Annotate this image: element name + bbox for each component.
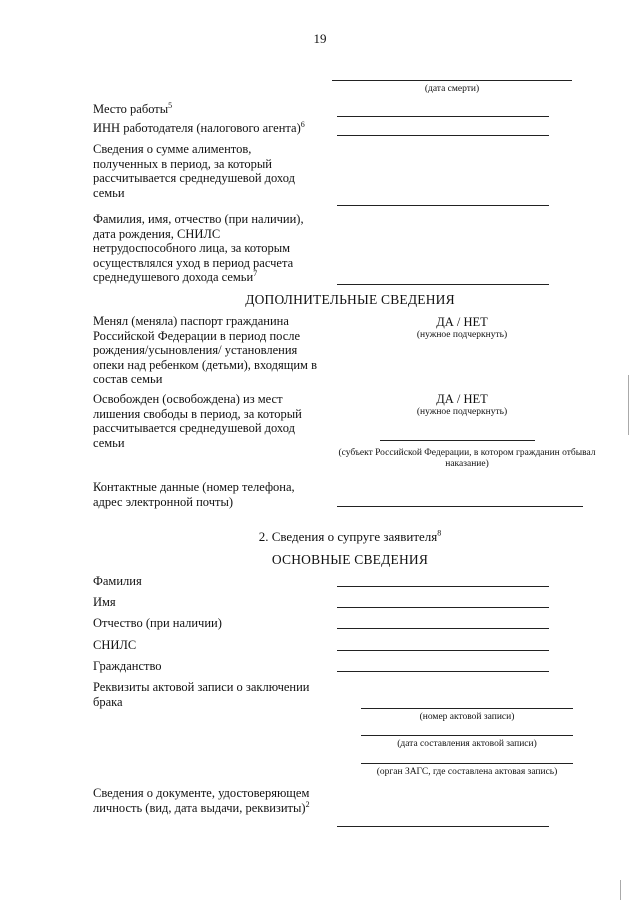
prison-underline-hint: (нужное подчеркнуть) bbox=[416, 407, 508, 417]
name-line[interactable] bbox=[337, 607, 549, 608]
page-number: 19 bbox=[313, 31, 327, 46]
region-line[interactable] bbox=[380, 440, 535, 441]
record-date-line[interactable] bbox=[361, 735, 573, 736]
passport-change-label: Менял (меняла) паспорт гражданина Российской Федерации в период после рождения/усыновления/ установления опеки над ребенком (детьми), входящим в состав семьи bbox=[93, 314, 317, 387]
surname-label: Фамилия bbox=[93, 574, 142, 588]
passport-yes-no[interactable]: ДА / НЕТ bbox=[436, 315, 488, 329]
record-number-line[interactable] bbox=[361, 708, 573, 709]
employer-inn-line[interactable] bbox=[337, 135, 549, 136]
record-number-caption: (номер актовой записи) bbox=[419, 712, 515, 722]
patronymic-line[interactable] bbox=[337, 628, 549, 629]
additional-header: ДОПОЛНИТЕЛЬНЫЕ СВЕДЕНИЯ bbox=[245, 292, 455, 307]
passport-underline-hint: (нужное подчеркнуть) bbox=[416, 330, 508, 340]
contacts-line[interactable] bbox=[337, 506, 583, 507]
registry-caption: (орган ЗАГС, где составлена актовая запись) bbox=[376, 767, 558, 777]
prison-yes-no[interactable]: ДА / НЕТ bbox=[436, 392, 488, 406]
snils-line[interactable] bbox=[337, 650, 549, 651]
citizenship-line[interactable] bbox=[337, 671, 549, 672]
record-date-caption: (дата составления актовой записи) bbox=[397, 739, 537, 749]
name-label: Имя bbox=[93, 595, 116, 609]
scan-edge-mark bbox=[628, 375, 629, 435]
id-document-line[interactable] bbox=[337, 826, 549, 827]
care-person-line[interactable] bbox=[337, 284, 549, 285]
patronymic-label: Отчество (при наличии) bbox=[93, 616, 222, 630]
surname-line[interactable] bbox=[337, 586, 549, 587]
marriage-record-label: Реквизиты актовой записи о заключении брака bbox=[93, 680, 310, 709]
registry-line[interactable] bbox=[361, 763, 573, 764]
id-document-label: Сведения о документе, удостоверяющем личность (вид, дата выдачи, реквизиты)$^2$ bbox=[93, 786, 310, 815]
death-date-line[interactable] bbox=[332, 80, 572, 81]
death-date-caption: (дата смерти) bbox=[424, 84, 480, 94]
citizenship-label: Гражданство bbox=[93, 659, 162, 673]
workplace-label: Место работы$^5$ bbox=[93, 100, 173, 116]
contacts-label: Контактные данные (номер телефона, адрес электронной почты) bbox=[93, 480, 295, 509]
spouse-main-header: ОСНОВНЫЕ СВЕДЕНИЯ bbox=[271, 552, 429, 567]
workplace-line[interactable] bbox=[337, 116, 549, 117]
snils-label: СНИЛС bbox=[93, 638, 137, 652]
alimony-line[interactable] bbox=[337, 205, 549, 206]
region-caption: (субъект Российской Федерации, в котором гражданин отбывал наказание) bbox=[338, 448, 596, 469]
alimony-label: Сведения о сумме алиментов, полученных в период, за который рассчитывается среднедушевой доход семьи bbox=[93, 142, 295, 200]
scan-edge-mark-bottom bbox=[620, 880, 621, 900]
prison-label: Освобожден (освобождена) из мест лишения свободы в период, за который рассчитывается среднедушевой доход семьи bbox=[93, 392, 302, 450]
care-person-label: Фамилия, имя, отчество (при наличии), дата рождения, СНИЛС нетрудоспособного лица, за которым осуществлялся уход в период расчета среднедушевого дохода семьи$^7$ bbox=[93, 212, 304, 285]
employer-inn-label: ИНН работодателя (налогового агента)$^6$ bbox=[93, 119, 305, 135]
spouse-section-title: 2. Сведения о супруге заявителя$^8$ bbox=[258, 528, 442, 544]
